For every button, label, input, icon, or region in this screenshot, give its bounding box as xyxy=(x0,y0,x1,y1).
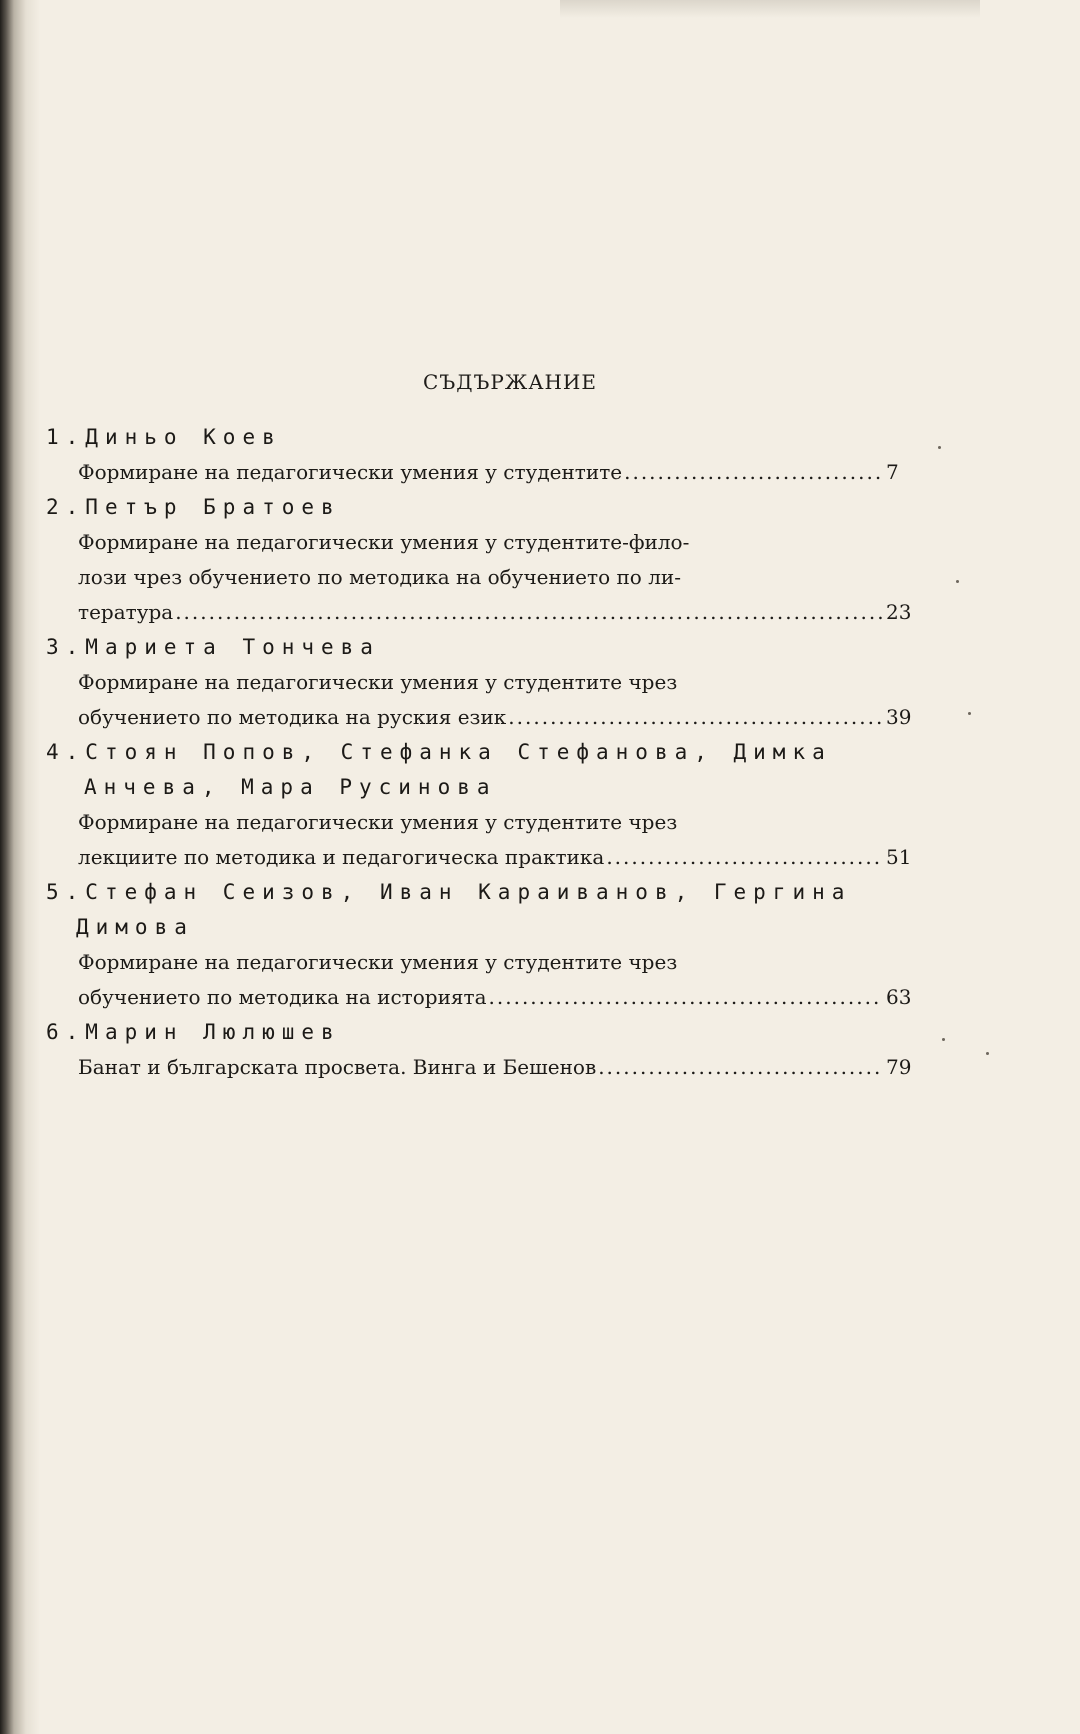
entry-title-line xyxy=(46,1050,926,1085)
toc-entry-4 xyxy=(46,735,966,875)
entry-title-line xyxy=(46,455,926,490)
toc-entry-6 xyxy=(46,1015,966,1085)
entry-title-line xyxy=(46,840,926,875)
entry-number: 4. xyxy=(46,740,86,764)
toc-entry-3 xyxy=(46,630,966,735)
entry-title-line: Формиране на педагогически умения у студентите чрез xyxy=(78,810,678,834)
leader-dots xyxy=(489,980,882,1015)
entry-title-line: Формиране на педагогически умения у студентите-фило- xyxy=(78,530,690,554)
entry-title-line: Формиране на педагогически умения у студентите чрез xyxy=(78,950,678,974)
leader-dots xyxy=(175,595,882,630)
table-of-contents xyxy=(46,420,966,1085)
paper-speck xyxy=(956,580,959,583)
entry-number: 1. xyxy=(46,425,86,449)
entry-page-number: 79 xyxy=(886,1055,912,1079)
entry-number: 2. xyxy=(46,495,86,519)
entry-page-number: 23 xyxy=(886,600,912,624)
entry-number: 5. xyxy=(46,880,86,904)
entry-title-line: лози чрез обучението по методика на обучението по ли- xyxy=(78,565,681,589)
entry-page-number: 39 xyxy=(886,705,912,729)
paper-speck xyxy=(942,1038,945,1041)
entry-title-line: Формиране на педагогически умения у студентите чрез xyxy=(78,670,678,694)
toc-entry-5 xyxy=(46,875,966,1015)
leader-dots xyxy=(598,1050,882,1085)
entry-page-number: 63 xyxy=(886,985,912,1009)
entry-title-line xyxy=(46,980,926,1015)
entry-author-continued: Димова xyxy=(76,915,194,939)
paper-stain xyxy=(560,0,980,18)
entry-author xyxy=(46,490,966,525)
entry-author-name: Марин Люлюшев xyxy=(85,1020,341,1044)
entry-title-text: тература xyxy=(78,600,174,624)
entry-title-text: Банат и българската просвета. Винга и Бешенов xyxy=(78,1055,597,1079)
entry-title-line xyxy=(46,700,926,735)
leader-dots xyxy=(508,700,882,735)
toc-entry-2 xyxy=(46,490,966,630)
paper-speck xyxy=(968,712,971,715)
leader-dots xyxy=(606,840,882,875)
paper-speck xyxy=(986,1052,989,1055)
entry-page-number: 51 xyxy=(886,845,912,869)
entry-author xyxy=(46,875,966,910)
entry-title-text: обучението по методика на историята xyxy=(78,985,487,1009)
entry-author xyxy=(46,1015,966,1050)
entry-title-text: Формиране на педагогически умения у студентите xyxy=(78,460,623,484)
entry-title-line xyxy=(46,595,926,630)
entry-title-text: обучението по методика на руския език xyxy=(78,705,507,729)
toc-entry-1 xyxy=(46,420,966,490)
entry-author xyxy=(46,735,966,770)
entry-author-name: Мариета Тончева xyxy=(85,635,380,659)
entry-author-name: Петър Братоев xyxy=(85,495,341,519)
entry-number: 6. xyxy=(46,1020,86,1044)
entry-author-name: Диньо Коев xyxy=(85,425,282,449)
entry-author-continued: Анчева, Мара Русинова xyxy=(84,775,497,799)
leader-dots xyxy=(624,455,882,490)
entry-number: 3. xyxy=(46,635,86,659)
paper-speck xyxy=(938,446,941,449)
entry-title-text: лекциите по методика и педагогическа практика xyxy=(78,845,605,869)
binding-shadow xyxy=(0,0,40,1734)
entry-author xyxy=(46,630,966,665)
contents-title: СЪДЪРЖАНИЕ xyxy=(423,370,597,394)
entry-page-number: 7 xyxy=(886,460,899,484)
entry-author-name: Стефан Сеизов, Иван Караиванов, Гергина xyxy=(85,880,852,904)
entry-author-name: Стоян Попов, Стефанка Стефанова, Димка xyxy=(85,740,832,764)
entry-author xyxy=(46,420,966,455)
